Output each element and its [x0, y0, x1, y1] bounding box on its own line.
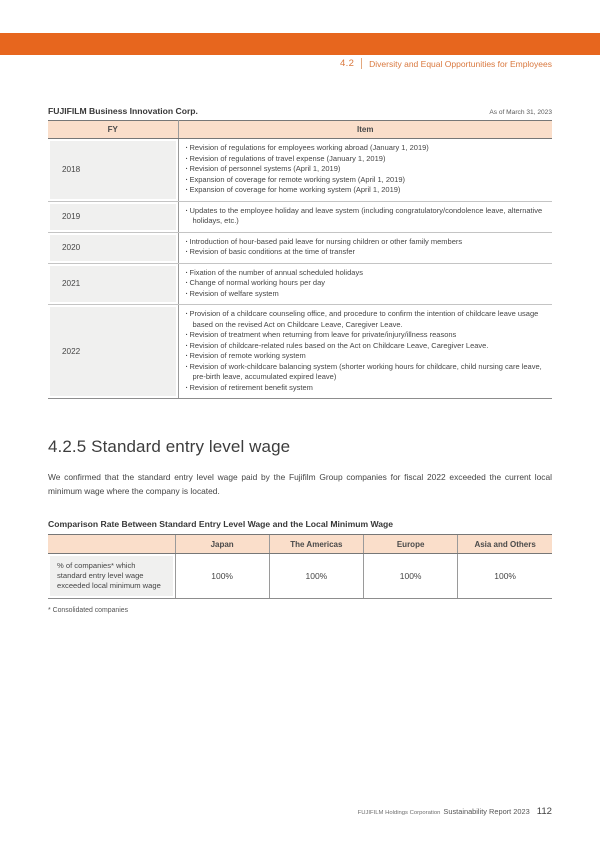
accent-top-bar: [0, 33, 600, 55]
value-cell-asia: 100%: [458, 554, 552, 599]
fy-cell: 2019: [48, 201, 178, 232]
page-content: [48, 106, 552, 614]
item-cell: [178, 232, 552, 263]
list-item: · Revision of regulations for employees working abroad (January 1, 2019): [186, 143, 546, 154]
table-header-row: [48, 121, 552, 139]
list-item: · Revision of basic conditions at the time of transfer: [186, 247, 546, 258]
list-item: · Revision of remote working system: [186, 351, 546, 362]
table-footnote: * Consolidated companies: [48, 607, 129, 615]
revision-table-caption: [48, 106, 552, 116]
column-header-asia: Asia and Others: [458, 535, 552, 554]
fy-cell: 2022: [48, 305, 178, 399]
section-number: 4.2: [340, 58, 355, 69]
fy-cell: 2020: [48, 232, 178, 263]
list-item: · Revision of personnel systems (April 1, 2019): [186, 164, 546, 175]
table-header-row: [48, 535, 552, 554]
item-cell: [178, 263, 552, 305]
table-row: [48, 554, 552, 599]
table-row: [48, 139, 552, 202]
section-header-divider: [361, 58, 362, 69]
section-heading: 4.2.5 Standard entry level wage: [48, 437, 291, 456]
list-item: · Revision of childcare-related rules based on the Act on Childcare Leave, Caregiver Leave.: [186, 341, 546, 352]
table-row: [48, 201, 552, 232]
page-footer: [358, 806, 552, 817]
list-item: · Introduction of hour-based paid leave for nursing children or other family members: [186, 237, 546, 248]
list-item: · Expansion of coverage for home working system (April 1, 2019): [186, 185, 546, 196]
column-header-japan: Japan: [175, 535, 269, 554]
row-header-cell: % of companies* which standard entry level wage exceeded local minimum wage: [48, 554, 175, 599]
list-item: · Updates to the employee holiday and leave system (including congratulatory/condolence leave, alternative holidays, etc.): [186, 206, 546, 227]
table-row: [48, 263, 552, 305]
revision-table-title: FUJIFILM Business Innovation Corp.: [48, 106, 198, 116]
list-item: · Expansion of coverage for remote working system (April 1, 2019): [186, 175, 546, 186]
item-cell: [178, 201, 552, 232]
list-item: · Revision of retirement benefit system: [186, 383, 546, 394]
list-item: · Fixation of the number of annual scheduled holidays: [186, 268, 546, 279]
list-item: · Revision of treatment when returning from leave for private/injury/illness reasons: [186, 330, 546, 341]
page-number: 112: [536, 806, 552, 817]
column-header-fy: FY: [48, 121, 178, 139]
column-header-item: Item: [178, 121, 552, 139]
as-of-date: As of March 31, 2023: [489, 109, 552, 116]
comparison-table-title: Comparison Rate Between Standard Entry Level Wage and the Local Minimum Wage: [48, 519, 394, 530]
list-item: · Provision of a childcare counseling office, and procedure to confirm the intention of childcare leave usage based on the revised Act on Childcare Leave, Caregiver Leave.: [186, 309, 546, 330]
comparison-table: [48, 534, 552, 599]
value-cell-americas: 100%: [269, 554, 363, 599]
footer-report-title: Sustainability Report 2023: [443, 807, 530, 816]
list-item: · Revision of welfare system: [186, 289, 546, 300]
column-header-europe: Europe: [364, 535, 458, 554]
list-item: · Revision of regulations of travel expense (January 1, 2019): [186, 154, 546, 165]
page-section-header: [340, 58, 552, 69]
fy-cell: 2021: [48, 263, 178, 305]
item-cell: [178, 305, 552, 399]
body-paragraph: We confirmed that the standard entry level wage paid by the Fujifilm Group companies for fiscal 2022 exceeded the current local minimum wage where the company is located.: [48, 472, 552, 496]
list-item: · Change of normal working hours per day: [186, 278, 546, 289]
value-cell-europe: 100%: [364, 554, 458, 599]
table-row: [48, 232, 552, 263]
footer-company: FUJIFILM Holdings Corporation: [357, 810, 441, 816]
section-header-title: Diversity and Equal Opportunities for Employees: [369, 58, 552, 69]
fy-cell: 2018: [48, 139, 178, 202]
list-item: · Revision of work-childcare balancing system (shorter working hours for childcare, child nursing care leave, pre-birth leave, accumulated expired leave): [186, 362, 546, 383]
column-header-empty: [48, 535, 175, 554]
table-row: [48, 305, 552, 399]
item-cell: [178, 139, 552, 202]
column-header-americas: The Americas: [269, 535, 363, 554]
value-cell-japan: 100%: [175, 554, 269, 599]
revision-history-table: [48, 120, 552, 399]
